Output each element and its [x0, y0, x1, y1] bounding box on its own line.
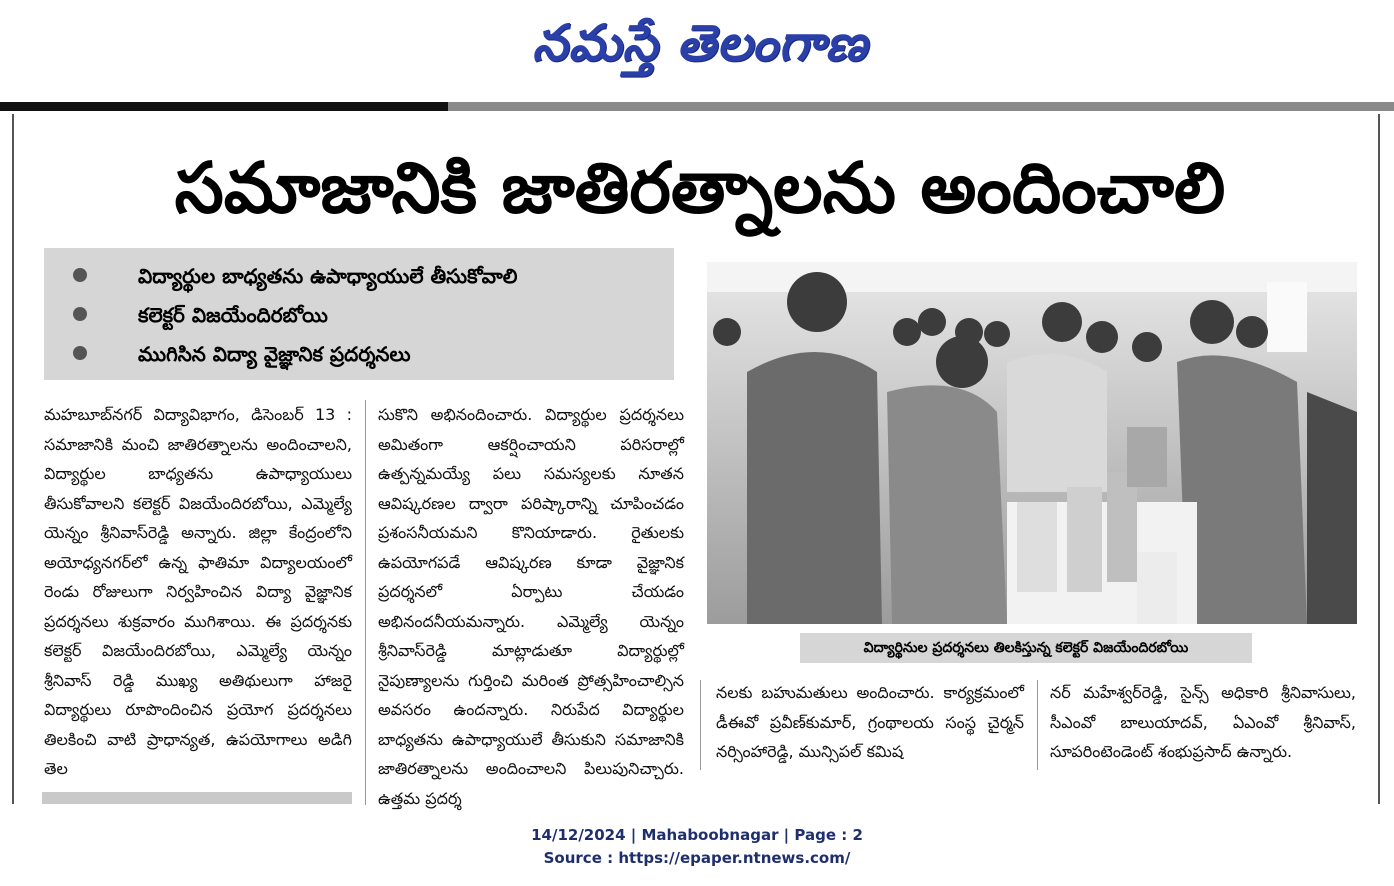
article-column-3: నలకు బహుమతులు అందించారు. కార్యక్రమంలో డీఈవో ప్రవీణ్‌కుమార్, గ్రంథాలయ సంస్థ చైర్మన్ నర్సింహారెడ్డి, మున్సిపల్ కమిష: [716, 683, 1024, 761]
article-column-1: మహబూబ్‌నగర్ విద్యావిభాగం, డిసెంబర్ 13 : సమాజానికి మంచి జాతిరత్నాలను అందించాలని, విద్యార్థుల బాధ్యతను ఉపాధ్యాయులు తీసుకోవాలని కలెక్టర్ విజయేందిరబోయి, ఎమ్మెల్యే యెన్నం శ్రీనివాస్‌రెడ్డి అన్నారు. జిల్లా కేంద్రంలోని అయోధ్యనగర్‌లో ఉన్న ఫాతిమా విద్యాలయంలో రెండు రోజులుగా నిర్వహించిన విద్యా వైజ్ఞానిక ప్రదర్శనలు శుక్రవారం ముగిశాయి. ఈ ప్రదర్శనకు కలెక్టర్ విజయేందిరబోయి, ఎమ్మెల్యే యెన్నం శ్రీనివాస్ రెడ్డి ముఖ్య అతిథులుగా హాజరై విద్యార్థులు రూపొందించిన ప్రయోగ ప్రదర్శనలు తిలకించి వాటి ప్రాధాన్యత, ఉపయోగాలు అడిగి తెల: [44, 405, 352, 778]
subheads-box: [44, 248, 674, 380]
newspaper-logo: నమస్తే తెలంగాణ: [532, 14, 868, 72]
footer-date-edition: 14/12/2024 | Mahaboobnagar | Page : 2: [531, 826, 863, 844]
masthead-rule-gray: [448, 102, 1394, 111]
subhead-text: కలెక్టర్ విజయేందిరబోయి: [138, 303, 328, 327]
page-border-left: [12, 114, 14, 804]
column-divider: [365, 400, 366, 805]
subhead-text: విద్యార్థుల బాధ్యతను ఉపాధ్యాయులే తీసుకోవాలి: [138, 264, 518, 288]
next-article-thumbnail: [42, 792, 352, 804]
column-divider: [1037, 680, 1038, 770]
masthead: [0, 0, 1394, 100]
column-divider: [700, 680, 701, 770]
page-border-right: [1378, 114, 1380, 804]
subhead-item: [44, 334, 674, 374]
article-column-2: సుకొని అభినందించారు. విద్యార్థుల ప్రదర్శనలు అమితంగా ఆకర్షించాయని పరిసరాల్లో ఉత్పన్నమయ్యే పలు సమస్యలకు నూతన ఆవిష్కరణల ద్వారా పరిష్కారాన్ని చూపించడం ప్రశంసనీయమని కొనియాడారు. రైతులకు ఉపయోగపడే ఆవిష్కరణ కూడా వైజ్ఞానిక ప్రదర్శనలో ఏర్పాటు చేయడం అభినందనీయమన్నారు. ఎమ్మెల్యే యెన్నం శ్రీనివాస్‌రెడ్డి మాట్లాడుతూ విద్యార్థుల్లో నైపుణ్యాలను గుర్తించి మరింత ప్రోత్సహించాల్సిన అవసరం ఉందన్నారు. నిరుపేద విద్యార్థుల బాధ్యతను ఉపాధ్యాయులే తీసుకుని సమాజానికి జాతిరత్నాలను అందించాలని పిలుపునిచ్చారు. ఉత్తమ ప్రదర్శ: [378, 405, 684, 808]
article-column-4: నర్ మహేశ్వర్‌రెడ్డి, సైన్స్ అధికారి శ్రీనివాసులు, సీఎంవో బాలుయాదవ్, ఏఎంవో శ్రీనివాస్, సూపరింటెండెంట్ శంభుప్రసాద్ ఉన్నారు.: [1050, 683, 1356, 761]
bullet-icon: [73, 346, 87, 360]
article-headline: సమాజానికి జాతిరత్నాలను అందించాలి: [174, 147, 1226, 229]
exhibition-photo-image: [707, 262, 1357, 624]
subhead-item: [44, 295, 674, 335]
subhead-item: [44, 256, 674, 296]
photo-caption: విద్యార్థినుల ప్రదర్శనలు తిలకిస్తున్న కలెక్టర్ విజయేందిరబోయి: [863, 640, 1189, 656]
masthead-rule-black: [0, 102, 448, 111]
bullet-icon: [73, 307, 87, 321]
news-photo: [707, 262, 1357, 624]
footer-source[interactable]: Source : https://epaper.ntnews.com/: [543, 849, 851, 867]
bullet-icon: [73, 268, 87, 282]
subhead-text: ముగిసిన విద్యా వైజ్ఞానిక ప్రదర్శనలు: [138, 342, 411, 366]
photo-caption-bar: [800, 633, 1252, 663]
